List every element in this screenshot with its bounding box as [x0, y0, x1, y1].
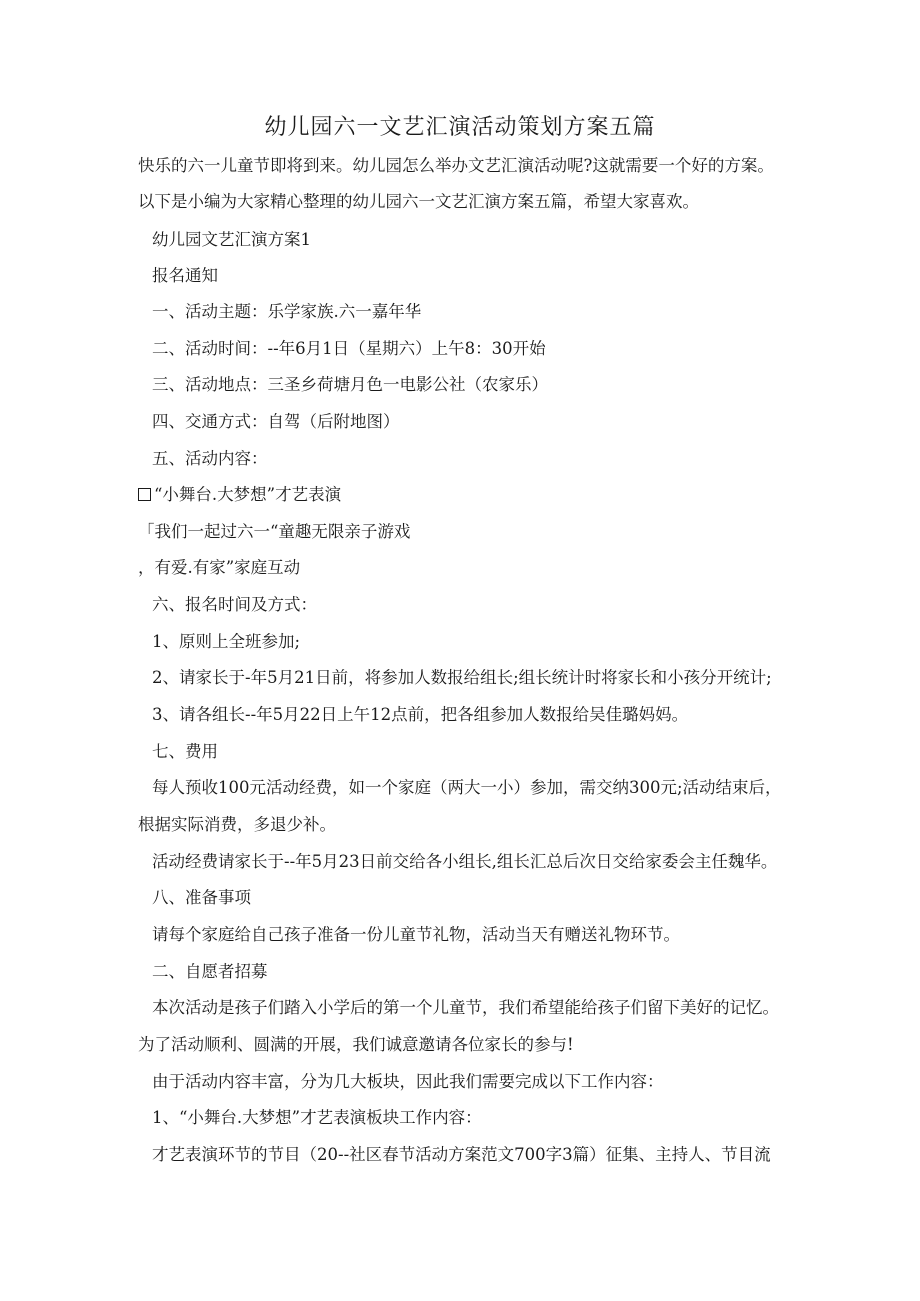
checkbox-icon [138, 488, 151, 501]
content-line-b: 「我们一起过六一“童趣无限亲子游戏 [138, 522, 411, 541]
signup-line-1: 1、原则上全班参加; [152, 632, 301, 651]
signup-item: 六、报名时间及方式： [152, 595, 317, 614]
volunteer-line-1b: 为了活动顺利、圆满的开展，我们诚意邀请各位家长的参与! [138, 1035, 574, 1054]
plan-heading: 幼儿园文艺汇演方案1 [152, 230, 311, 249]
document-title: 幼儿园六一文艺汇演活动策划方案五篇 [264, 115, 656, 140]
fee-line-1: 每人预收100元活动经费，如一个家庭（两大一小）参加，需交纳300元;活动结束后， [152, 778, 782, 797]
notice-heading: 报名通知 [152, 266, 218, 285]
volunteer-line-2: 由于活动内容丰富，分为几大板块，因此我们需要完成以下工作内容： [152, 1072, 664, 1091]
place-item: 三、活动地点：三圣乡荷塘月色一电影公社（农家乐） [152, 375, 548, 394]
volunteer-line-1: 本次活动是孩子们踏入小学后的第一个儿童节，我们希望能给孩子们留下美好的记忆。 [152, 998, 779, 1017]
content-line-c: ，有爱.有家”家庭互动 [138, 558, 301, 577]
fee-line-1b: 根据实际消费，多退少补。 [138, 815, 336, 834]
signup-line-2: 2、请家长于-年5月21日前，将参加人数报给组长;组长统计时将家长和小孩分开统计; [152, 668, 772, 687]
transport-item: 四、交通方式：自驾（后附地图） [152, 412, 400, 431]
time-item: 二、活动时间：--年6月1日（星期六）上午8：30开始 [152, 339, 546, 358]
volunteer-line-4: 才艺表演环节的节目（20--社区春节活动方案范文700字3篇）征集、主持人、节目流 [152, 1145, 771, 1164]
content-line-a [138, 481, 341, 509]
volunteer-line-3: 1、“小舞台.大梦想”才艺表演板块工作内容： [152, 1108, 482, 1127]
content-a-text: “小舞台.大梦想”才艺表演 [154, 485, 342, 504]
intro-paragraph-line: 快乐的六一儿童节即将到来。幼儿园怎么举办文艺汇演活动呢?这就需要一个好的方案。 [138, 156, 774, 175]
prep-line-1: 请每个家庭给自己孩子准备一份儿童节礼物，活动当天有赠送礼物环节。 [152, 925, 680, 944]
theme-item: 一、活动主题：乐学家族.六一嘉年华 [152, 302, 422, 321]
prep-item: 八、准备事项 [152, 888, 251, 907]
volunteer-item: 二、自愿者招募 [152, 962, 268, 981]
content-item: 五、活动内容： [152, 449, 268, 468]
intro-paragraph-line: 以下是小编为大家精心整理的幼儿园六一文艺汇演方案五篇，希望大家喜欢。 [138, 192, 699, 211]
fee-line-2: 活动经费请家长于--年5月23日前交给各小组长,组长汇总后次日交给家委会主任魏华。 [152, 852, 778, 871]
fee-item: 七、费用 [152, 742, 218, 761]
signup-line-3: 3、请各组长--年5月22日上午12点前，把各组参加人数报给吴佳璐妈妈。 [152, 705, 689, 724]
